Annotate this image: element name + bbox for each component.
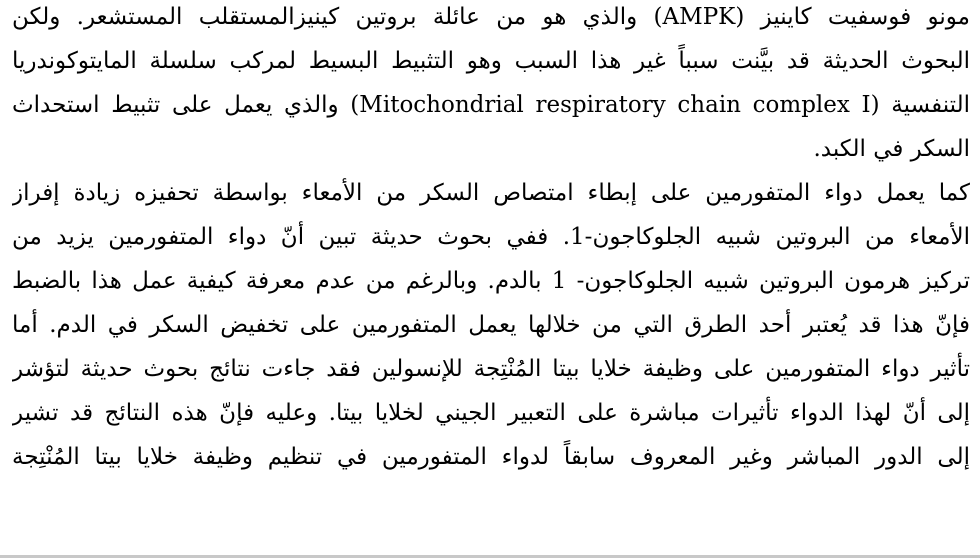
text-line: التنفسية (Mitochondrial respiratory chain complex I) والذي يعمل على تثبيط استحداث — [12, 92, 970, 118]
text-line: كما يعمل دواء المتفورمين على إبطاء امتصاص السكر من الأمعاء بواسطة تحفيزه زيادة إفراز — [12, 180, 970, 206]
text-line: إلى الدور المباشر وغير المعروف سابقاً لدواء المتفورمين في تنظيم وظيفة خلايا بيتا المُنْتِجة — [12, 444, 970, 470]
text-line: فإنّ هذا قد يُعتبر أحد الطرق التي من خلالها يعمل المتفورمين على تخفيض السكر في الدم. أما — [12, 312, 970, 338]
text-line: البحوث الحديثة قد بيَّنت سبباً غير هذا السبب وهو التثبيط البسيط لمركب سلسلة المايتوكوندريا — [12, 48, 970, 74]
text-line: تأثير دواء المتفورمين على وظيفة خلايا بيتا المُنْتِجة للإنسولين فقد جاءت نتائج بحوث حديثة لتؤشر — [12, 356, 970, 382]
paragraph-ampk-mechanism — [12, 0, 970, 171]
paragraph-glp1-beta-cells — [12, 171, 970, 479]
text-line: تركيز هرمون البروتين شبيه الجلوكاجون- 1 بالدم. وبالرغم من عدم معرفة كيفية عمل هذا بالضبط — [12, 268, 970, 294]
text-line: السكر في الكبد. — [813, 136, 970, 162]
text-line: الأمعاء من البروتين شبيه الجلوكاجون-1. ففي بحوث حديثة تبين أنّ دواء المتفورمين يزيد من — [12, 224, 970, 250]
text-line: إلى أنّ لهذا الدواء تأثيرات مباشرة على التعبير الجيني لخلايا بيتا. وعليه فإنّ هذه النتائج قد تشير — [12, 400, 970, 426]
text-line: مونو فوسفيت كاينيز (AMPK) والذي هو من عائلة بروتين كينيزالمستقلب المستشعر. ولكن — [12, 4, 970, 30]
